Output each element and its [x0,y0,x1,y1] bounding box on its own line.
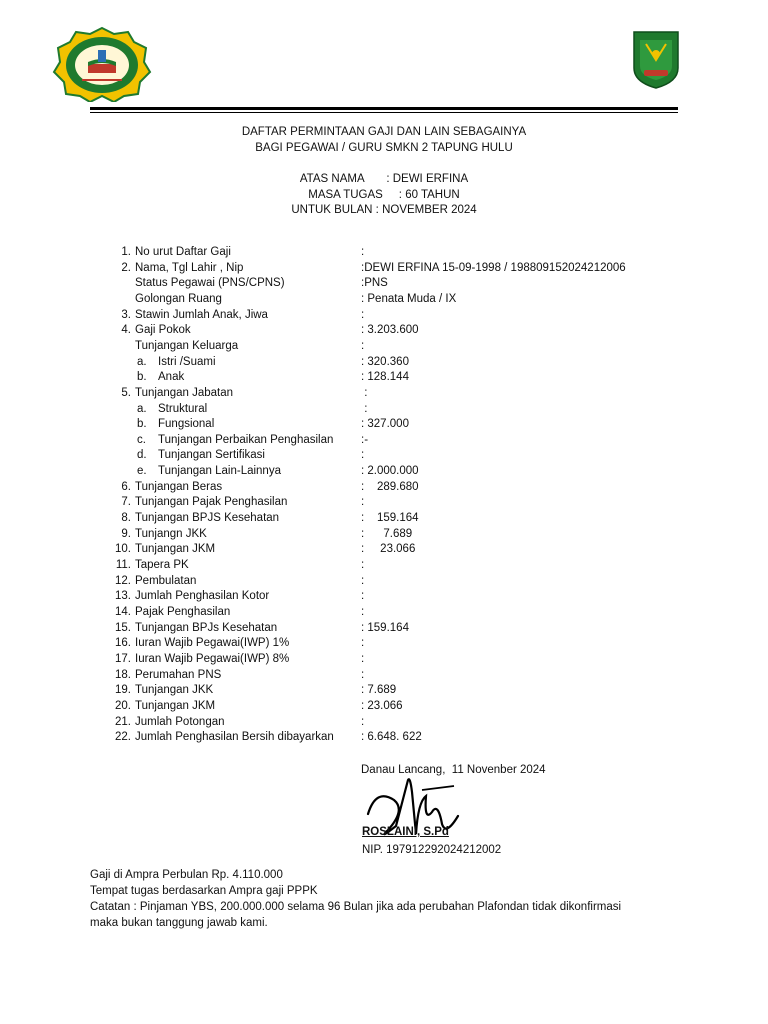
item-label: Jumlah Potongan [135,715,225,728]
item-label: Golongan Ruang [135,292,222,305]
item-number: 16. [115,637,131,650]
item-label: Tunjangan Jabatan [135,386,234,399]
item-subnumber: a. [137,402,147,415]
item-number: 19. [115,684,131,697]
item-value: : [361,590,365,603]
item-value: : [361,402,368,415]
item-label: Tunjangan Beras [135,480,223,493]
item-value: :PNS [361,277,388,290]
item-number: 10. [115,543,131,556]
item-value: :DEWI ERFINA 15-09-1998 / 198809152024212006 [361,261,626,274]
header-double-rule [90,107,678,110]
item-value: : 7.689 [361,684,397,697]
item-label: Status Pegawai (PNS/CPNS) [135,277,285,290]
place-date: Danau Lancang, 11 Novenber 2024 [361,764,546,776]
item-label: Perumahan PNS [135,668,222,681]
salary-item-row [0,356,768,372]
item-value: : [361,652,365,665]
item-value: : 159.164 [361,512,419,525]
item-subnumber: a. [137,355,147,368]
item-value: : [361,574,365,587]
salary-item-row [0,340,768,356]
item-number: 22. [115,731,131,744]
item-label: Nama, Tgl Lahir , Nip [135,261,244,274]
footer-note-tempat-tugas: Tempat tugas berdasarkan Ampra gaji PPPK [90,885,318,897]
item-label: Jumlah Penghasilan Bersih dibayarkan [135,731,334,744]
salary-item-row [0,731,768,747]
item-label: No urut Daftar Gaji [135,246,231,258]
item-value: : [361,637,365,650]
item-label: Tunjangan BPJs Kesehatan [135,621,278,634]
salary-item-row [0,309,768,325]
item-number: 12. [115,574,131,587]
item-value: : [361,715,365,728]
salary-item-row [0,653,768,669]
footer-note-tanggung-jawab: maka bukan tanggung jawab kami. [90,917,268,929]
item-label: Tunjangan Perbaikan Penghasilan [158,433,334,446]
item-subnumber: d. [137,449,147,462]
signer-nip: NIP. 197912292024212002 [362,844,502,856]
document-subtitle: BAGI PEGAWAI / GURU SMKN 2 TAPUNG HULU [255,142,513,154]
item-number: 11. [115,559,131,571]
item-number: 17. [115,652,131,665]
item-number: 2. [121,261,131,274]
item-subnumber: e. [137,465,147,478]
item-label: Tunjangn JKK [135,527,207,540]
item-label: Tunjangan JKK [135,684,214,697]
identity-name: ATAS NAMA : DEWI ERFINA [299,173,469,185]
item-label: Tapera PK [135,559,189,571]
item-number: 8. [121,512,131,525]
salary-item-row [0,449,768,465]
item-label: Tunjangan Sertifikasi [158,449,265,462]
item-label: Struktural [158,402,208,415]
salary-item-row [0,669,768,685]
salary-item-row [0,403,768,419]
item-number: 14. [115,605,131,618]
salary-item-row [0,293,768,309]
salary-item-row [0,262,768,278]
item-label: Gaji Pokok [135,324,191,337]
salary-item-row [0,434,768,450]
item-label: Fungsional [158,418,215,431]
item-value: : [361,605,365,618]
item-number: 20. [115,699,131,712]
item-number: 13. [115,590,131,603]
salary-item-row [0,512,768,528]
footer-note-catatan: Catatan : Pinjaman YBS, 200.000.000 selama 96 Bulan jika ada perubahan Plafondan tidak dikonfirmasi [90,901,622,913]
item-value: : 2.000.000 [361,465,419,478]
item-value: : 6.648. 622 [361,731,422,744]
item-number: 1. [121,246,131,258]
item-number: 4. [121,324,131,337]
item-value: : 320.360 [361,355,409,368]
item-subnumber: b. [137,418,147,431]
item-label: Tunjangan Lain-Lainnya [158,465,281,478]
item-value: : [361,308,365,321]
item-subnumber: b. [137,371,147,384]
item-number: 3. [121,308,131,321]
salary-item-row [0,465,768,481]
item-subnumber: c. [137,433,146,446]
salary-item-row [0,559,768,575]
item-number: 15. [115,621,131,634]
item-label: Iuran Wajib Pegawai(IWP) 1% [135,637,290,650]
item-label: Pembulatan [135,574,197,587]
salary-item-row [0,590,768,606]
salary-item-row [0,700,768,716]
signer-name: ROSLAINI, S.Pd [362,826,449,838]
salary-item-row [0,387,768,403]
identity-masa-tugas: MASA TUGAS : 60 TAHUN [308,189,460,201]
item-value: : Penata Muda / IX [361,292,457,305]
item-value: :- [361,433,369,446]
item-value: : 7.689 [361,527,413,540]
item-label: Tunjangan JKM [135,543,216,556]
salary-item-row [0,324,768,340]
salary-item-row [0,684,768,700]
item-label: Anak [158,371,185,384]
item-value: : [361,246,365,258]
salary-item-row [0,481,768,497]
item-label: Pajak Penghasilan [135,605,231,618]
salary-item-row [0,637,768,653]
salary-item-row [0,277,768,293]
item-label: Tunjangan JKM [135,699,216,712]
item-number: 18. [115,668,131,681]
salary-item-row [0,716,768,732]
item-value: : 23.066 [361,699,403,712]
footer-note-ampra: Gaji di Ampra Perbulan Rp. 4.110.000 [90,869,283,881]
identity-bulan: UNTUK BULAN : NOVEMBER 2024 [291,204,477,216]
salary-item-row [0,371,768,387]
item-value: : 3.203.600 [361,324,419,337]
salary-item-row [0,543,768,559]
item-number: 5. [121,386,131,399]
salary-item-row [0,528,768,544]
item-value: : [361,449,365,462]
item-label: Stawin Jumlah Anak, Jiwa [135,308,268,321]
salary-item-row [0,575,768,591]
item-label: Tunjangan Pajak Penghasilan [135,496,288,509]
item-label: Tunjangan BPJS Kesehatan [135,512,280,525]
salary-item-row [0,418,768,434]
header-rule-thin [90,112,678,113]
item-value: : 23.066 [361,543,416,556]
salary-item-row [0,606,768,622]
item-value: : [361,339,365,352]
item-number: 9. [121,527,131,540]
item-value: : 289.680 [361,480,419,493]
item-value: : 128.144 [361,371,409,384]
salary-item-row [0,496,768,512]
item-value: : [361,668,365,681]
riau-province-emblem-icon [632,30,680,90]
item-number: 7. [121,496,131,509]
item-label: Istri /Suami [158,355,216,368]
school-crest-icon [52,26,152,102]
salary-item-row [0,622,768,638]
item-value: : [361,386,368,399]
item-value: : 159.164 [361,621,409,634]
item-value: : 327.000 [361,418,409,431]
item-value: : [361,559,365,571]
item-value: : [361,496,365,509]
item-number: 6. [121,480,131,493]
item-label: Iuran Wajib Pegawai(IWP) 8% [135,652,290,665]
item-label: Jumlah Penghasilan Kotor [135,590,270,603]
item-number: 21. [115,715,131,728]
document-title: DAFTAR PERMINTAAN GAJI DAN LAIN SEBAGAINYA [241,126,527,138]
salary-item-row [0,246,768,262]
item-label: Tunjangan Keluarga [135,339,239,352]
